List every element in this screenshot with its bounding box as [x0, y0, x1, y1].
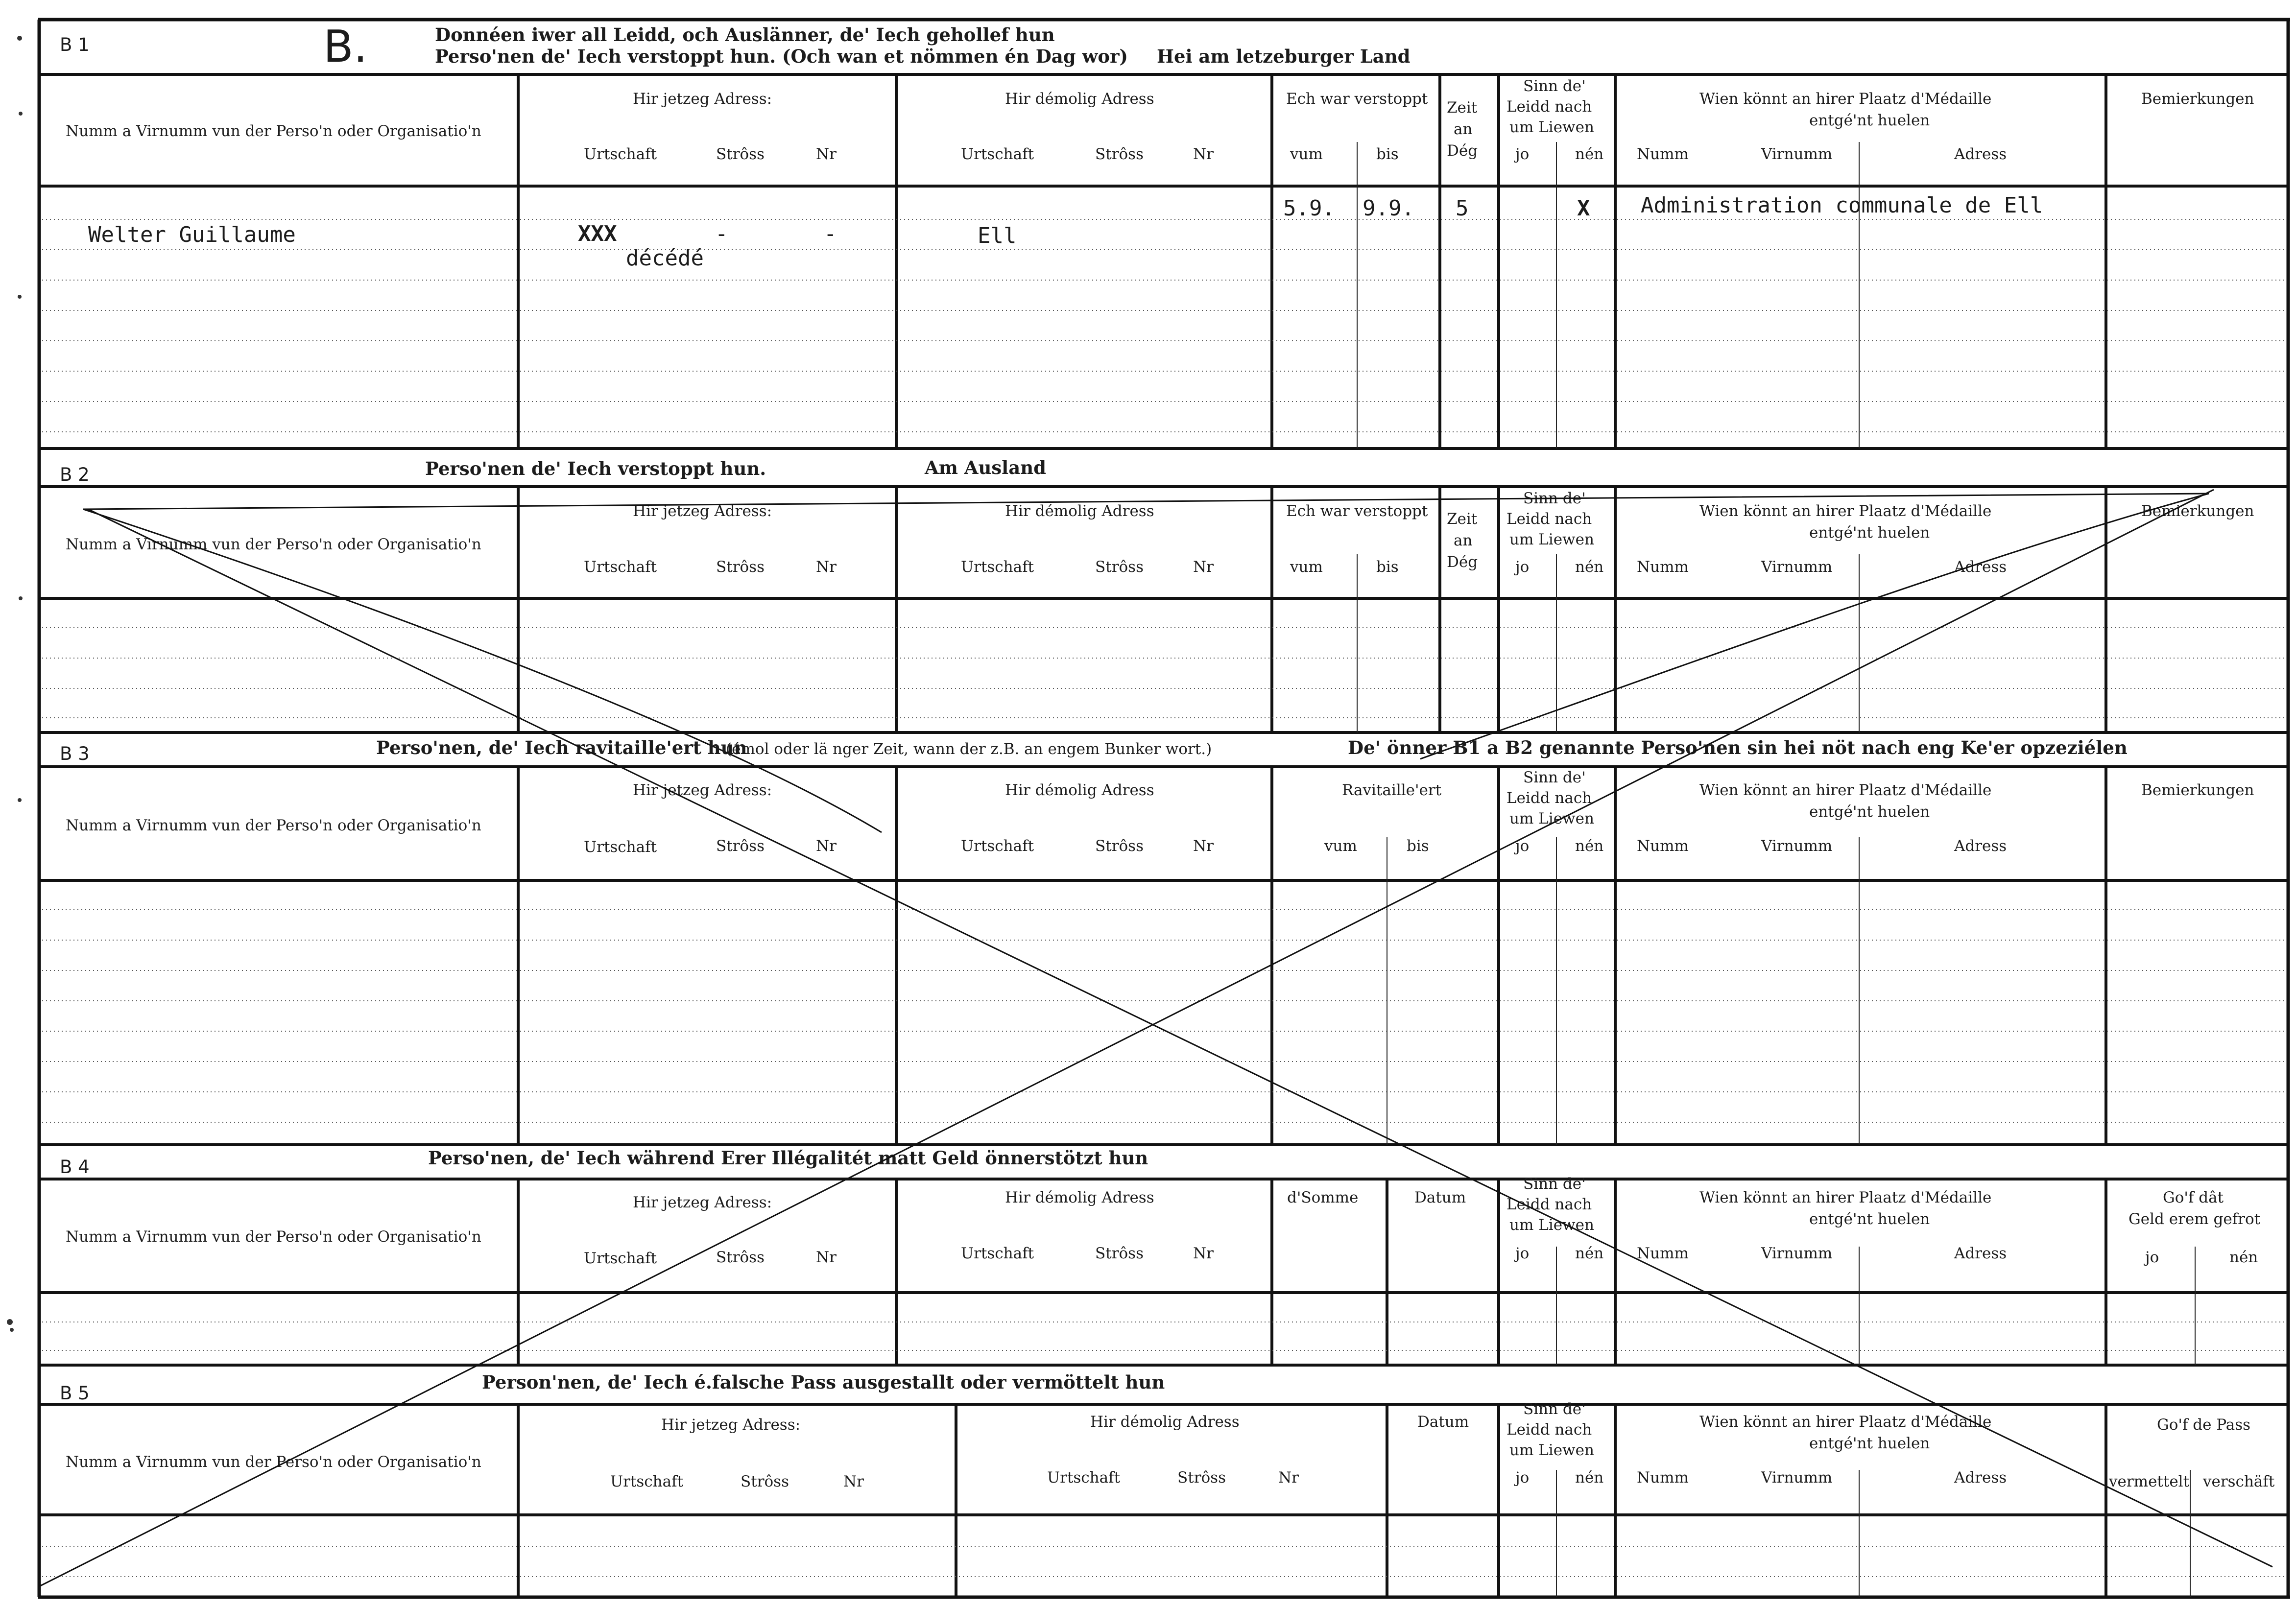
section-b2-location: Am Ausland — [925, 457, 1046, 478]
b1-header-zeit-an: an — [1454, 120, 1473, 138]
b5-header-current-nr: Nr — [843, 1473, 864, 1490]
b4-header-former-address: Hir démolig Adress — [1005, 1189, 1154, 1206]
section-b4 — [39, 1147, 2288, 1365]
b4-header-numm: Numm — [1637, 1245, 1689, 1262]
section-b2-code: B 2 — [60, 464, 90, 485]
b1-entry-to: 9.9. — [1363, 196, 1414, 221]
b1-entry-current-place: XXX — [578, 221, 617, 246]
b4-header-jo: jo — [1515, 1245, 1530, 1262]
b5-row-lines — [42, 1546, 2285, 1577]
b3-header-current-urtschaft: Urtschaft — [584, 838, 657, 856]
section-b4-code: B 4 — [60, 1157, 90, 1178]
b2-header-zeit-an: an — [1454, 532, 1473, 549]
b1-header-current-nr: Nr — [816, 145, 837, 163]
section-b1-location: Hei am letzeburger Land — [1157, 46, 1411, 67]
b4-header-virnumm: Virnumm — [1761, 1245, 1833, 1262]
b2-header-current-address: Hir jetzeg Adress: — [633, 502, 772, 520]
b1-header-former-urtschaft: Urtschaft — [961, 145, 1034, 163]
b1-header-virnumm: Virnumm — [1761, 145, 1833, 163]
b2-header-virnumm: Virnumm — [1761, 558, 1833, 576]
b4-header-liewen: um Liewen — [1509, 1216, 1594, 1234]
b2-header-current-nr: Nr — [816, 558, 837, 576]
b1-entry-current-note: décédé — [626, 246, 704, 271]
b3-header-former-stross: Strôss — [1095, 837, 1144, 855]
b5-header-current-urtschaft: Urtschaft — [610, 1473, 684, 1490]
b5-header-numm: Numm — [1637, 1469, 1689, 1487]
b2-header-hidden: Ech war verstoppt — [1286, 502, 1428, 520]
b3-header-liewen: um Liewen — [1509, 810, 1594, 827]
b4-header-former-nr: Nr — [1193, 1245, 1214, 1262]
b2-header-adress: Adress — [1954, 558, 2007, 576]
b1-header-adress: Adress — [1954, 145, 2007, 163]
section-b1-title-line2: Perso'nen de' Iech verstoppt hun. (Och wan et nömmen én Dag wor) — [435, 46, 1128, 67]
section-b3-title: Perso'nen, de' Iech ravitaille'ert hun — [376, 737, 747, 758]
section-b4-title: Perso'nen, de' Iech während Erer Illégalitét matt Geld önnerstötzt hun — [428, 1147, 1148, 1169]
b3-header-leidd: Leidd nach — [1507, 789, 1592, 807]
b5-header-medal-1: Wien könnt an hirer Plaatz d'Médaille — [1699, 1413, 1992, 1431]
b3-header-current-address: Hir jetzeg Adress: — [633, 781, 772, 799]
b2-header-former-address: Hir démolig Adress — [1005, 502, 1154, 520]
b2-header-liewen: um Liewen — [1509, 531, 1594, 548]
b3-row-lines — [42, 910, 2285, 1122]
b5-header-adress: Adress — [1954, 1469, 2007, 1487]
b1-header-former-address: Hir démolig Adress — [1005, 90, 1154, 108]
b2-header-zeit: Zeit — [1447, 510, 1478, 528]
b4-header-gift-nen: nén — [2229, 1249, 2258, 1266]
b2-header-former-urtschaft: Urtschaft — [961, 558, 1034, 576]
b2-header-former-stross: Strôss — [1095, 558, 1144, 576]
b4-header-former-urtschaft: Urtschaft — [961, 1245, 1034, 1262]
b1-header-jo: jo — [1515, 145, 1530, 163]
b2-header-nen: nén — [1575, 558, 1604, 576]
b4-header-gift-jo: jo — [2145, 1249, 2159, 1266]
b3-header-numm: Numm — [1637, 837, 1689, 855]
section-b5-code: B 5 — [60, 1383, 90, 1404]
section-b2 — [39, 457, 2288, 832]
b1-header-zeit-deg: Dég — [1447, 142, 1478, 160]
b2-header-vum: vum — [1290, 558, 1323, 576]
b2-header-sinn: Sinn de' — [1523, 490, 1586, 507]
b4-header-gift-1: Go'f dât — [2163, 1189, 2224, 1206]
b4-header-current-urtschaft: Urtschaft — [584, 1250, 657, 1267]
b1-header-name: Numm a Virnumm vun der Perso'n oder Organisatio'n — [66, 122, 481, 140]
b3-header-current-stross: Strôss — [716, 837, 765, 855]
b1-entry-days: 5 — [1456, 196, 1469, 221]
b1-header-nen: nén — [1575, 145, 1604, 163]
section-b1-title-line1: Donnéen iwer all Leidd, och Auslänner, de' Iech gehollef hun — [435, 24, 1055, 46]
b3-header-name: Numm a Virnumm vun der Perso'n oder Organisatio'n — [66, 817, 481, 834]
b4-header-former-stross: Strôss — [1095, 1245, 1144, 1262]
b1-header-former-nr: Nr — [1193, 145, 1214, 163]
section-b3-title-note: (émol oder lä nger Zeit, wann der z.B. an engem Bunker wort.) — [726, 740, 1212, 758]
b2-header-zeit-deg: Dég — [1447, 553, 1478, 571]
section-b1 — [39, 21, 2288, 448]
b1-header-sinn: Sinn de' — [1523, 77, 1586, 95]
b4-header-medal-2: entgé'nt huelen — [1809, 1210, 1930, 1228]
b5-header-former-address: Hir démolig Adress — [1090, 1413, 1240, 1431]
b1-header-remarks: Bemierkungen — [2141, 90, 2254, 108]
b4-header-gift-2: Geld erem gefrot — [2129, 1210, 2261, 1228]
b2-header-medal-2: entgé'nt huelen — [1809, 524, 1930, 542]
b5-header-pass-procured: verschäft — [2203, 1473, 2275, 1490]
b2-header-bis: bis — [1376, 558, 1399, 576]
b3-header-vum: vum — [1324, 837, 1357, 855]
b5-header-medal-2: entgé'nt huelen — [1809, 1435, 1930, 1452]
section-b5-title: Person'nen, de' Iech é.falsche Pass ausgestallt oder vermöttelt hun — [482, 1371, 1165, 1393]
b5-header-former-stross: Strôss — [1177, 1469, 1226, 1487]
b5-header-liewen: um Liewen — [1509, 1441, 1594, 1459]
b2-header-numm: Numm — [1637, 558, 1689, 576]
b3-header-jo: jo — [1515, 837, 1530, 855]
b1-entry-row — [88, 193, 2043, 271]
b4-header-medal-1: Wien könnt an hirer Plaatz d'Médaille — [1699, 1189, 1992, 1206]
b3-header-remarks: Bemierkungen — [2141, 781, 2254, 799]
b4-header-current-address: Hir jetzeg Adress: — [633, 1194, 772, 1211]
b4-header-sinn: Sinn de' — [1523, 1175, 1586, 1193]
section-b5 — [39, 1371, 2288, 1597]
b2-header-former-nr: Nr — [1193, 558, 1214, 576]
b1-header-zeit: Zeit — [1447, 99, 1478, 117]
b5-header-virnumm: Virnumm — [1761, 1469, 1833, 1487]
b1-entry-from: 5.9. — [1283, 196, 1335, 221]
scan-specks — [7, 36, 23, 1332]
b5-header-former-nr: Nr — [1278, 1469, 1299, 1487]
b2-header-jo: jo — [1515, 558, 1530, 576]
b5-header-current-address: Hir jetzeg Adress: — [661, 1416, 801, 1434]
b1-header-former-stross: Strôss — [1095, 145, 1144, 163]
b5-header-jo: jo — [1515, 1469, 1530, 1487]
b1-header-bis: bis — [1376, 145, 1399, 163]
b1-header-vum: vum — [1290, 145, 1323, 163]
b5-header-date: Datum — [1417, 1413, 1469, 1431]
section-b3 — [39, 737, 2288, 1145]
section-b3-note: De' önner B1 a B2 genannte Perso'nen sin hei nöt nach eng Ke'er opzeziélen — [1348, 737, 2128, 758]
b1-header-current-urtschaft: Urtschaft — [584, 145, 657, 163]
b1-header-medal-1: Wien könnt an hirer Plaatz d'Médaille — [1699, 90, 1992, 108]
b1-entry-former-place: Ell — [978, 223, 1017, 248]
b1-header-hidden: Ech war verstoppt — [1286, 90, 1428, 108]
b1-entry-current-street: - — [715, 221, 728, 246]
b3-header-medal-1: Wien könnt an hirer Plaatz d'Médaille — [1699, 781, 1992, 799]
b1-header-current-stross: Strôss — [716, 145, 765, 163]
b3-header-sinn: Sinn de' — [1523, 769, 1586, 786]
b1-entry-alive-no: X — [1577, 196, 1590, 221]
b1-entry-current-nr: - — [824, 221, 837, 246]
b5-header-former-urtschaft: Urtschaft — [1047, 1469, 1121, 1487]
b3-header-current-nr: Nr — [816, 837, 837, 855]
b4-header-leidd: Leidd nach — [1507, 1196, 1592, 1213]
b2-header-medal-1: Wien könnt an hirer Plaatz d'Médaille — [1699, 502, 1992, 520]
section-b1-code: B 1 — [60, 34, 90, 55]
b4-header-date: Datum — [1414, 1189, 1466, 1206]
b4-header-current-nr: Nr — [816, 1249, 837, 1266]
b2-header-name: Numm a Virnumm vun der Perso'n oder Organisatio'n — [66, 536, 481, 553]
b2-row-lines — [42, 628, 2285, 718]
b1-entry-medal-recipient: Administration communale de Ell — [1641, 193, 2043, 218]
b1-header-numm: Numm — [1637, 145, 1689, 163]
b1-entry-name: Welter Guillaume — [88, 222, 296, 247]
b1-row-lines — [42, 219, 2285, 432]
b1-header-current-address: Hir jetzeg Adress: — [633, 90, 772, 108]
section-b3-code: B 3 — [60, 743, 90, 764]
b3-header-nen: nén — [1575, 837, 1604, 855]
b3-header-former-address: Hir démolig Adress — [1005, 781, 1154, 799]
b1-header-medal-2: entgé'nt huelen — [1809, 112, 1930, 129]
b2-header-current-urtschaft: Urtschaft — [584, 558, 657, 576]
b3-header-medal-2: entgé'nt huelen — [1809, 803, 1930, 821]
b5-header-sinn: Sinn de' — [1523, 1400, 1586, 1418]
b1-header-leidd: Leidd nach — [1507, 98, 1592, 116]
b3-header-virnumm: Virnumm — [1761, 837, 1833, 855]
b4-header-sum: d'Somme — [1287, 1189, 1359, 1206]
b4-header-name: Numm a Virnumm vun der Perso'n oder Organisatio'n — [66, 1228, 481, 1246]
b3-header-adress: Adress — [1954, 837, 2007, 855]
section-b1-big-letter: B. — [323, 21, 368, 72]
b4-row-lines — [42, 1322, 2285, 1350]
b4-header-current-stross: Strôss — [716, 1249, 765, 1266]
b4-header-nen: nén — [1575, 1245, 1604, 1262]
b2-header-leidd: Leidd nach — [1507, 510, 1592, 528]
b4-header-adress: Adress — [1954, 1245, 2007, 1262]
b2-header-current-stross: Strôss — [716, 558, 765, 576]
b5-header-pass-mediated: vermettelt — [2109, 1473, 2190, 1490]
outer-frame — [38, 20, 2290, 1597]
b1-header-liewen: um Liewen — [1509, 118, 1594, 136]
b2-header-remarks: Bemierkungen — [2141, 502, 2254, 520]
b5-header-leidd: Leidd nach — [1507, 1421, 1592, 1439]
b5-header-nen: nén — [1575, 1469, 1604, 1487]
b5-header-pass: Go'f de Pass — [2157, 1416, 2251, 1434]
b3-header-former-nr: Nr — [1193, 837, 1214, 855]
b3-header-supplied: Ravitaille'ert — [1342, 781, 1442, 799]
b3-header-former-urtschaft: Urtschaft — [961, 837, 1034, 855]
b5-header-current-stross: Strôss — [741, 1473, 789, 1490]
b3-header-bis: bis — [1407, 837, 1429, 855]
b5-header-name: Numm a Virnumm vun der Perso'n oder Organisatio'n — [66, 1453, 481, 1471]
section-b2-title: Perso'nen de' Iech verstoppt hun. — [425, 458, 766, 479]
